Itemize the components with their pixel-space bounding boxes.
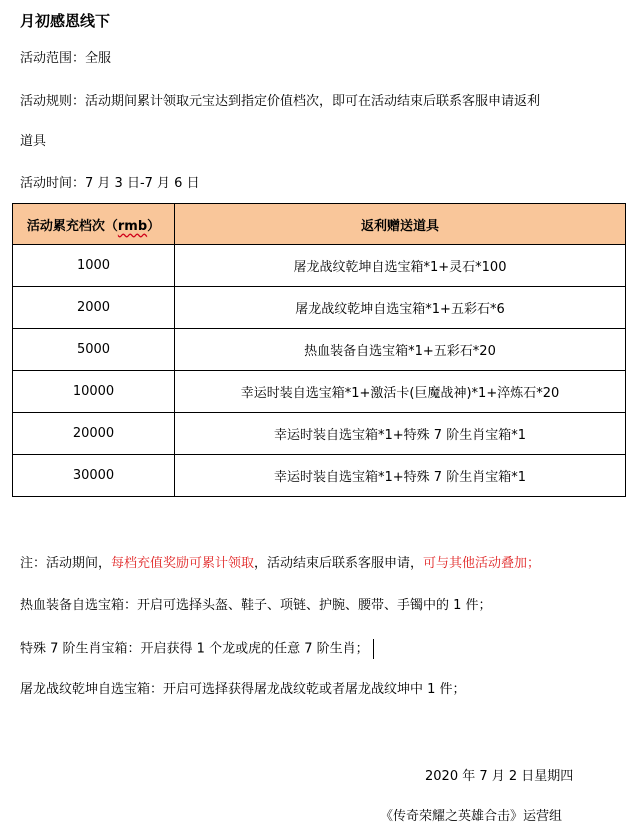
table-row — [13, 371, 626, 413]
tier-cell: 5000 — [13, 329, 175, 371]
note-highlight-cumulative: 每档充值奖励可累计领取 — [111, 556, 255, 571]
header-tier-unit: rmb — [117, 218, 148, 234]
reward-cell: 屠龙战纹乾坤自选宝箱*1+灵石*100 — [175, 245, 626, 287]
document-date: 2020 年 7 月 2 日星期四 — [425, 769, 574, 784]
table-row — [13, 287, 626, 329]
tier-cell: 20000 — [13, 413, 175, 455]
desc-dragon-box: 屠龙战纹乾坤自选宝箱：开启可选择获得屠龙战纹乾或者屠龙战纹坤中 1 件； — [20, 682, 466, 697]
table-row — [13, 329, 626, 371]
desc-zodiac-box-line — [20, 639, 374, 659]
note-prefix: 注：活动期间， — [20, 556, 112, 571]
document-signature: 《传奇荣耀之英雄合击》运营组 — [380, 809, 563, 824]
note-middle: ，活动结束后联系客服申请， — [254, 556, 424, 571]
tier-cell: 10000 — [13, 371, 175, 413]
header-tier: 活动累充档次（rmb） — [13, 204, 175, 245]
tier-cell: 1000 — [13, 245, 175, 287]
table-row — [13, 245, 626, 287]
desc-equipment-box: 热血装备自选宝箱：开启可选择头盔、鞋子、项链、护腕、腰带、手镯中的 1 件； — [20, 598, 492, 613]
tier-cell: 30000 — [13, 455, 175, 497]
reward-cell: 幸运时装自选宝箱*1+特殊 7 阶生肖宝箱*1 — [175, 413, 626, 455]
activity-rules: 活动规则：活动期间累计领取元宝达到指定价值档次，即可在活动结束后联系客服申请返利 — [20, 94, 541, 109]
reward-cell: 幸运时装自选宝箱*1+特殊 7 阶生肖宝箱*1 — [175, 455, 626, 497]
reward-cell: 屠龙战纹乾坤自选宝箱*1+五彩石*6 — [175, 287, 626, 329]
table-header-row — [13, 204, 626, 245]
reward-cell: 热血装备自选宝箱*1+五彩石*20 — [175, 329, 626, 371]
desc-zodiac-box: 特殊 7 阶生肖宝箱：开启获得 1 个龙或虎的任意 7 阶生肖； — [20, 641, 369, 657]
note-line — [20, 555, 540, 573]
tier-cell: 2000 — [13, 287, 175, 329]
activity-scope: 活动范围：全服 — [20, 51, 112, 66]
text-cursor — [373, 639, 374, 659]
note-highlight-stackable: 可与其他活动叠加； — [423, 556, 541, 571]
document-title: 月初感恩线下 — [20, 12, 111, 30]
activity-time: 活动时间：7 月 3 日-7 月 6 日 — [20, 176, 200, 191]
header-reward: 返利赠送道具 — [175, 204, 626, 245]
reward-cell: 幸运时装自选宝箱*1+激活卡(巨魔战神)*1+淬炼石*20 — [175, 371, 626, 413]
table-row — [13, 455, 626, 497]
reward-table — [12, 203, 626, 497]
activity-rules-continued: 道具 — [20, 134, 47, 149]
table-row — [13, 413, 626, 455]
